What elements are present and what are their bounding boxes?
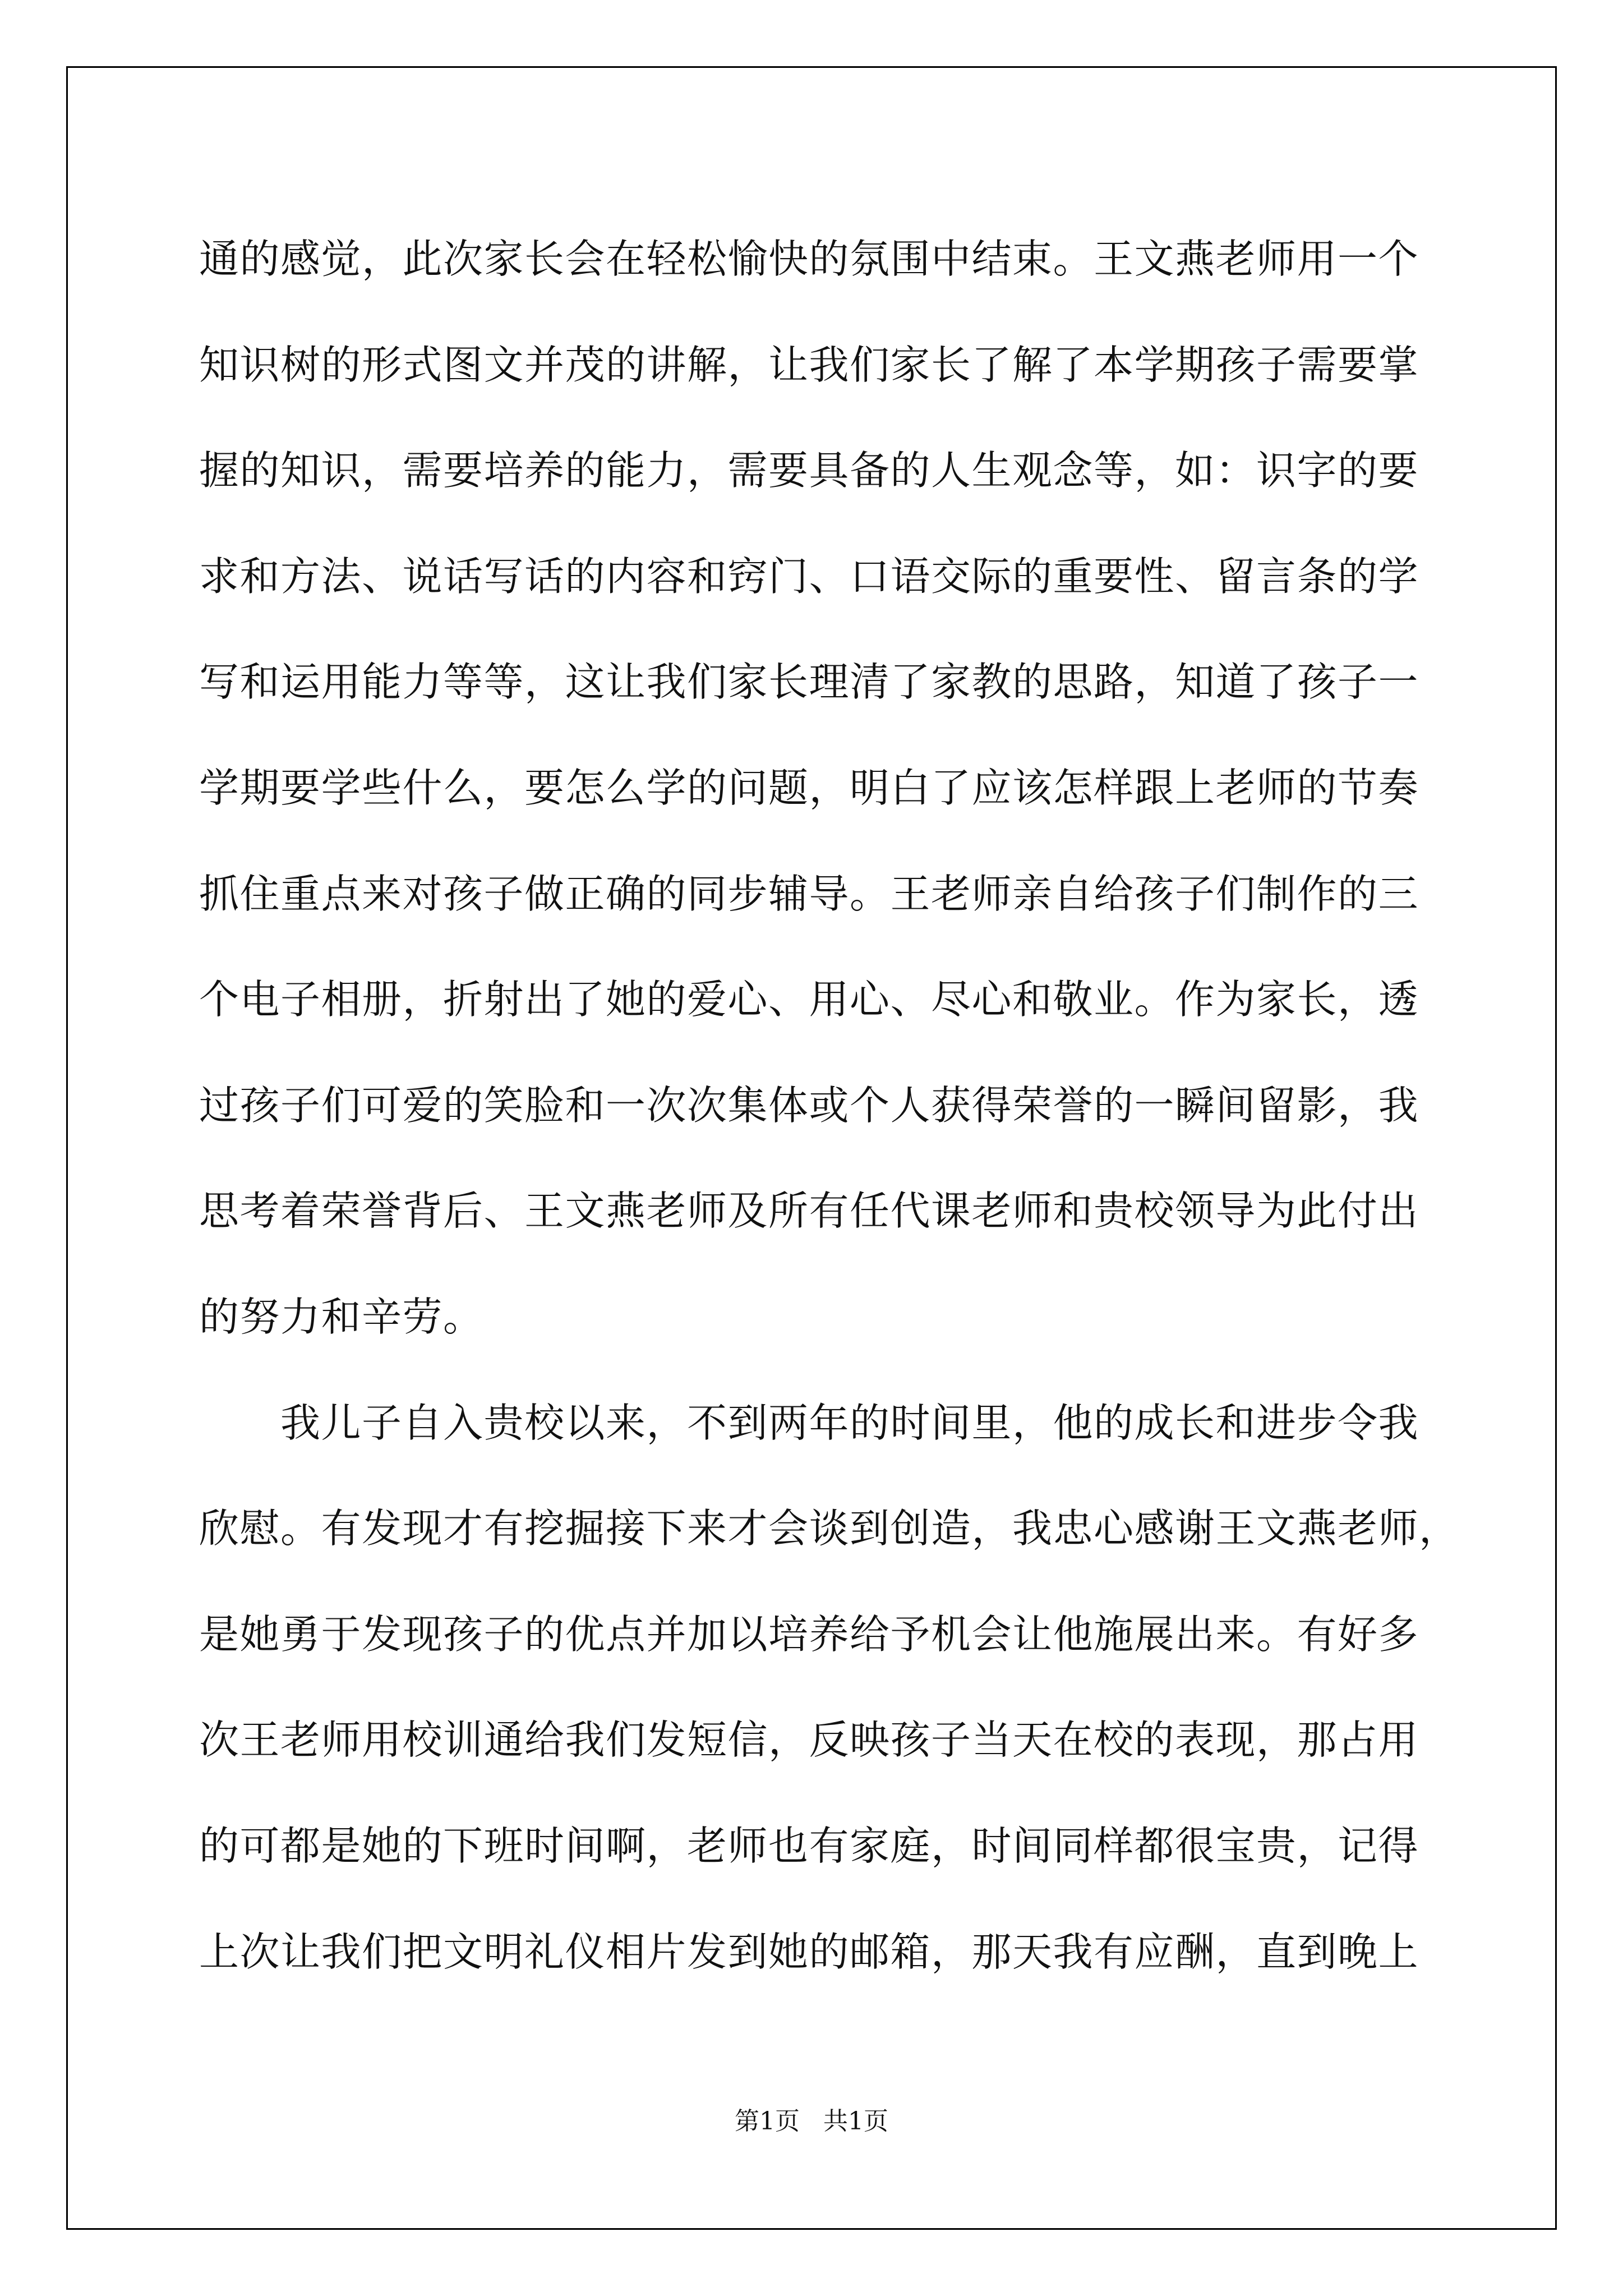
text-line: 握的知识，需要培养的能力，需要具备的人生观念等，如：识字的要 (199, 447, 1419, 494)
text-line: 我儿子自入贵校以来，不到两年的时间里，他的成长和进步令我 (199, 1399, 1419, 1446)
text-line: 思考着荣誉背后、王文燕老师及所有任代课老师和贵校领导为此付出 (199, 1188, 1419, 1235)
text-line: 个电子相册，折射出了她的爱心、用心、尽心和敬业。作为家长，透 (199, 976, 1419, 1023)
text-line: 过孩子们可爱的笑脸和一次次集体或个人获得荣誉的一瞬间留影，我 (199, 1082, 1419, 1129)
text-line: 抓住重点来对孩子做正确的同步辅导。王老师亲自给孩子们制作的三 (199, 870, 1419, 917)
page-footer: 第1页 共1页 (735, 2107, 888, 2136)
text-line: 是她勇于发现孩子的优点并加以培养给予机会让他施展出来。有好多 (199, 1611, 1419, 1658)
text-line: 的可都是她的下班时间啊，老师也有家庭，时间同样都很宝贵，记得 (199, 1822, 1419, 1869)
text-line: 上次让我们把文明礼仪相片发到她的邮箱，那天我有应酬，直到晚上 (199, 1928, 1419, 1975)
text-line: 求和方法、说话写话的内容和窍门、口语交际的重要性、留言条的学 (199, 553, 1419, 600)
text-line: 知识树的形式图文并茂的讲解，让我们家长了解了本学期孩子需要掌 (199, 341, 1419, 388)
text-line: 欣慰。有发现才有挖掘接下来才会谈到创造，我忠心感谢王文燕老师， (199, 1505, 1460, 1552)
text-line: 写和运用能力等等，这让我们家长理清了家教的思路，知道了孩子一 (199, 659, 1419, 706)
text-line: 通的感觉，此次家长会在轻松愉快的氛围中结束。王文燕老师用一个 (199, 236, 1419, 282)
text-line: 次王老师用校训通给我们发短信，反映孩子当天在校的表现，那占用 (199, 1717, 1419, 1764)
text-line: 的努力和辛劳。 (199, 1293, 484, 1340)
text-line: 学期要学些什么，要怎么学的问题，明白了应该怎样跟上老师的节奏 (199, 764, 1419, 811)
document-body (199, 206, 1460, 2005)
